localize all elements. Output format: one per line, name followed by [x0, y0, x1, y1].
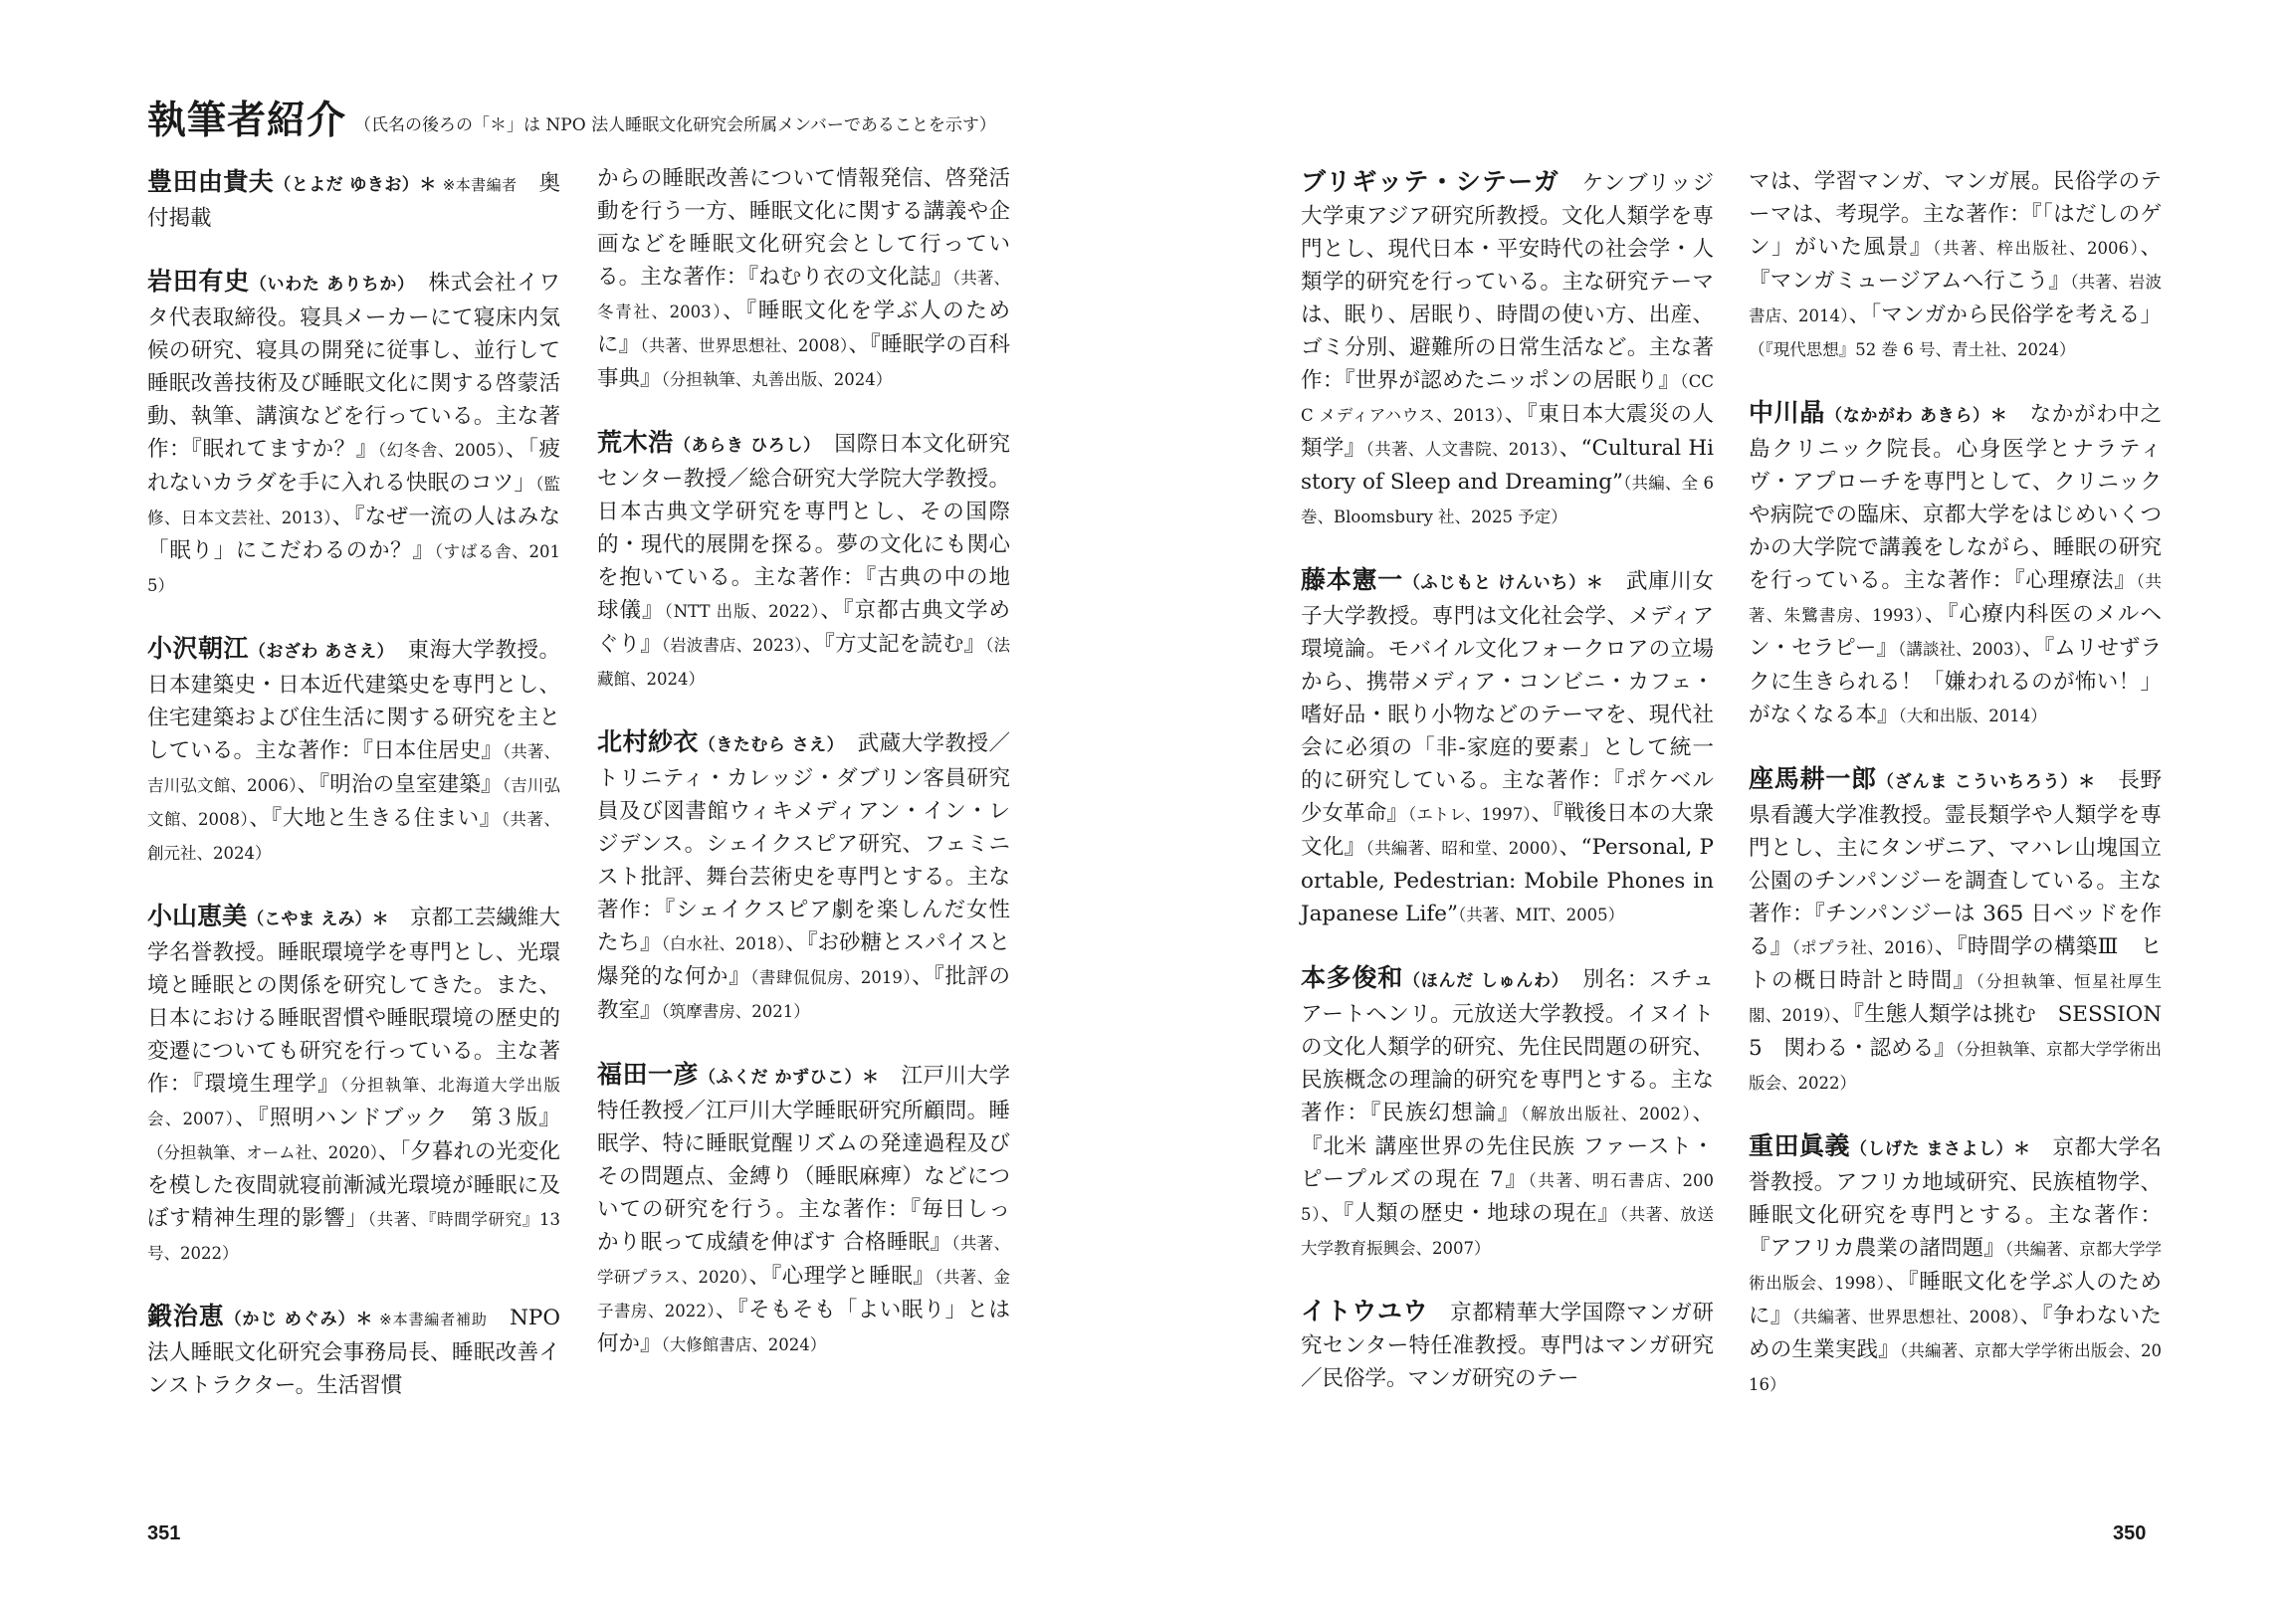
contributor-name: 小山恵美 — [147, 902, 248, 930]
editor-note: ※本書編者補助 — [379, 1311, 488, 1328]
bio-text: からの睡眠改善について情報発信、啓発活動を行う一方、睡眠文化に関する講義や企画などを睡眠文化研究会として行っている。主な著作：『ねむり衣の文化誌』 — [597, 166, 1010, 290]
bio-text: 、『批評の教室』 — [597, 964, 1010, 1023]
publication-info: （共著、人文書院、2013） — [1365, 440, 1560, 459]
bio-text: 、『京都古典文学めぐり』 — [597, 598, 1010, 657]
publication-info: （共著、金子書房、2022） — [597, 1268, 1010, 1320]
publication-info: （共編、全 6 巻、Bloomsbury 社、2025 予定） — [1301, 474, 1714, 526]
member-star: ＊ — [861, 1068, 880, 1088]
contributor-reading: （なかがわ あきら） — [1825, 406, 1990, 426]
bio-text: 、“Cultural History of Sleep and Dreaming” — [1301, 436, 1714, 495]
contributor-name: 小沢朝江 — [147, 634, 249, 663]
bio-text: 、「マンガから民俗学を考える」 — [1848, 303, 2162, 327]
bio-text: 、『明治の皇室建築』 — [297, 772, 503, 797]
contributor-name: ブリギッテ・シテーガ — [1301, 167, 1561, 196]
section-header — [147, 90, 996, 145]
contributor-name: 鍛治恵 — [147, 1302, 225, 1330]
contributor-entry — [147, 1300, 560, 1402]
publication-info: （共編著、京都大学学術出版会、2016） — [1749, 1341, 2162, 1394]
bio-text: 武庫川女子大学教授。専門は文化社会学、メディア環境論。モバイル文化フォークロアの立場から、携帯メディア・コンビニ・カフェ・嗜好品・眠り小物などのテーマを、現代社会に必須の「非‐家庭的要素」として統一的に研究している。主な著作：『ポケベル少女革命』 — [1301, 569, 1714, 826]
contributor-name: 本多俊和 — [1301, 963, 1404, 992]
contributor-entry — [1749, 762, 2162, 1100]
editor-note: ※本書編者 — [442, 176, 518, 194]
contributor-name: 藤本憲一 — [1301, 565, 1403, 594]
bio-text: 、『東日本大震災の人類学』 — [1301, 402, 1714, 461]
publication-info: （共著、吉川弘文館、2006） — [147, 742, 560, 795]
contributor-name: 豊田由貴夫 — [147, 167, 275, 196]
bio-text: 、『睡眠文化を学ぶ人のために』 — [597, 299, 1010, 357]
publication-info: （白水社、2018） — [661, 934, 786, 953]
bio-text: 、『心療内科医のメルヘン・セラピー』 — [1749, 602, 2162, 661]
publication-info: （大和出版、2014） — [1898, 707, 2047, 725]
bio-text: 、『人類の歴史・地球の現在』 — [1321, 1201, 1620, 1226]
contributor-name: 中川晶 — [1749, 398, 1826, 427]
bio-text: 、「夕暮れの光変化を模した夜間就寝前漸減光環境が睡眠に及ぼす精神生理的影響」 — [147, 1139, 560, 1231]
contributor-name: 福田一彦 — [597, 1060, 700, 1089]
publication-info: （共著、創元社、2024） — [147, 810, 561, 863]
contributor-reading: （とよだ ゆきお） — [274, 175, 420, 195]
publication-info: （エトレ、1997） — [1407, 805, 1532, 824]
column-3 — [1301, 165, 1714, 1425]
member-star: ＊ — [1989, 406, 2008, 426]
publication-info: （分担執筆、恒星社厚生閣、2019） — [1749, 972, 2162, 1025]
contributor-reading: （かじ めぐみ） — [224, 1310, 356, 1329]
publication-info: （共著、放送大学教育振興会、2007） — [1301, 1205, 1715, 1258]
page-number-left: 351 — [147, 1522, 181, 1544]
publication-info: （NTT 出版、2022） — [664, 602, 821, 621]
bio-text: 、『睡眠文化を学ぶ人のために』 — [1749, 1270, 2162, 1328]
contributor-entry — [1301, 961, 1714, 1265]
contributor-name: 座馬耕一郎 — [1749, 764, 1877, 793]
contributor-entry-continued — [1749, 165, 2162, 366]
bio-text: 、『お砂糖とスパイスと爆発的な何か』 — [597, 930, 1010, 989]
contributor-entry — [1301, 165, 1714, 533]
publication-info: （共著、明石書店、2005） — [1301, 1171, 1714, 1224]
contributor-reading: （ざんま こういちろう） — [1876, 772, 2079, 792]
section-note: （氏名の後ろの「＊」は NPO 法人睡眠文化研究会所属メンバーであることを示す） — [354, 115, 996, 135]
contributor-reading: （きたむら さえ） — [698, 735, 836, 755]
publication-info: （岩波書店、2023） — [661, 636, 803, 655]
bio-text: 京都大学名誉教授。アフリカ地域研究、民族植物学、睡眠文化研究を専門とする。主な著作：『アフリカ農業の諸問題』 — [1749, 1135, 2162, 1261]
publication-info: （分担執筆、北海道大学出版会、2007） — [147, 1076, 560, 1128]
member-star: ＊ — [419, 175, 437, 195]
member-star: ＊ — [2078, 772, 2096, 792]
member-star: ＊ — [355, 1310, 374, 1329]
contributor-reading: （あらき ひろし） — [673, 436, 813, 456]
bio-text: 江戸川大学特任教授／江戸川大学睡眠研究所顧問。睡眠学、特に睡眠覚醒リズムの発達過程及びその問題点、金縛り（睡眠麻痺）などについての研究を行う。主な著作：『毎日しっかり眠って成績を伸ばす 合格睡眠』 — [597, 1064, 1010, 1255]
member-star: ＊ — [371, 910, 389, 929]
contributor-reading: （いわた ありちか） — [249, 275, 407, 295]
bio-text: 、『大地と生きる住まい』 — [249, 806, 502, 831]
contributor-name: 荒木浩 — [597, 428, 674, 457]
bio-text: 別名：スチュアートヘンリ。元放送大学教授。イヌイトの文化人類学的研究、先住民問題の研究、民族概念の理論的研究を専門とする。主な著作：『民族幻想論』 — [1301, 967, 1714, 1125]
publication-info: （分担執筆、丸善出版、2024） — [661, 370, 893, 389]
contributor-entry — [597, 1058, 1010, 1361]
publication-info: （共著、梓出版社、2006） — [1933, 239, 2141, 258]
contributor-name: 北村紗衣 — [597, 727, 699, 756]
column-4 — [1749, 165, 2162, 1431]
bio-text: 、『時間学の構築Ⅲ ヒトの概日時計と時間』 — [1749, 934, 2162, 993]
member-star: ＊ — [1585, 573, 1604, 593]
publication-info: （共著、MIT、2005） — [1458, 906, 1625, 924]
contributor-entry — [597, 725, 1010, 1028]
publication-info: （共編著、昭和堂、2000） — [1365, 839, 1560, 858]
publication-info: （分担執筆、京都大学学術出版会、2022） — [1749, 1040, 2162, 1093]
bio-text: 長野県看護大学准教授。霊長類学や人類学を専門とし、主にタンザニア、マハレ山塊国立公園のチンパンジーを調査している。主な著作：『チンパンジーは 365 日ベッドを作る』 — [1749, 768, 2162, 959]
bio-text: 、『照明ハンドブック 第３版』 — [235, 1106, 560, 1130]
publication-info: （『現代思想』52 巻 6 号、青土社、2024） — [1749, 340, 2076, 359]
bio-text: 京都工芸繊維大学名誉教授。睡眠環境学を専門とし、光環境と睡眠との関係を研究してきた。また、日本における睡眠習慣や睡眠環境の歴史的変遷についても研究を行っている。主な著作：『環境生理学』 — [147, 906, 560, 1097]
contributor-entry-continued — [597, 162, 1010, 396]
bio-text: 、『生態人類学は挑む SESSION 5 関わる・認める』 — [1749, 1002, 2163, 1061]
member-star: ＊ — [2012, 1139, 2031, 1159]
bio-text: NPO 法人睡眠文化研究会事務局長、睡眠改善インストラクター。生活習慣 — [147, 1306, 560, 1398]
contributor-reading: （しげた まさよし） — [1850, 1139, 2013, 1159]
bio-text: なかがわ中之島クリニック院長。心身医学とナラティヴ・アプローチを専門として、クリニックや病院での臨床、京都大学をはじめいくつかの大学院で講義をしながら、睡眠の研究を行っている。主な著作：『心理療法』 — [1749, 402, 2162, 593]
bio-text: 、『北米 講座世界の先住民族 ファースト・ピープルズの現在 7』 — [1301, 1101, 1714, 1192]
section-title: 執筆者紹介 — [147, 99, 347, 143]
bio-text: 奥付掲載 — [147, 171, 560, 231]
publication-info: （共編著、京都大学学術出版会、1998） — [1749, 1240, 2162, 1293]
publication-info: （大修館書店、2024） — [661, 1335, 827, 1354]
publication-info: （幻冬舎、2005） — [377, 441, 507, 460]
bio-text: 、『そもそも「よい眠り」とは何か』 — [597, 1298, 1010, 1356]
bio-text: 国際日本文化研究センター教授／総合研究大学院大学教授。日本古典文学研究を専門とし、その国際的・現代的展開を探る。夢の文化にも関心を抱いている。主な著作：『古典の中の地球儀』 — [597, 432, 1010, 623]
bio-text: 株式会社イワタ代表取締役。寝具メーカーにて寝床内気候の研究、寝具の開発に従事し、並行して睡眠改善技術及び睡眠文化に関する啓蒙活動、執筆、講演などを行っている。主な著作：『眠れてますか？』 — [147, 271, 560, 462]
contributor-reading: （ほんだ しゅんわ） — [1403, 971, 1561, 991]
publication-info: （ポプラ社、2016） — [1791, 938, 1935, 957]
publication-info: （監修、日本文芸社、2013） — [147, 475, 560, 527]
contributor-entry — [147, 632, 560, 870]
contributor-reading: （ふじもと けんいち） — [1402, 573, 1586, 593]
bio-text: 東海大学教授。日本建築史・日本近代建築史を専門とし、住宅建築および住生活に関する研究を主としている。主な著作：『日本住居史』 — [147, 638, 560, 763]
column-2 — [597, 162, 1010, 1391]
bio-text: 京都精華大学国際マンガ研究センター特任准教授。専門はマンガ研究／民俗学。マンガ研究のテー — [1301, 1301, 1714, 1391]
contributor-entry — [147, 265, 560, 602]
column-1 — [147, 165, 560, 1432]
publication-info: （共著、岩波書店、2014） — [1749, 273, 2162, 325]
contributor-reading: （ふくだ かずひこ） — [699, 1068, 862, 1088]
contributor-name: 重田眞義 — [1749, 1131, 1851, 1160]
contributor-entry — [147, 165, 560, 235]
contributor-entry — [1749, 396, 2162, 732]
contributor-entry — [1301, 1295, 1714, 1395]
bio-text: 、『ムリせずラクに生きられる！「嫌われるのが怖い！」がなくなる本』 — [1749, 636, 2162, 727]
contributor-name: 岩田有史 — [147, 267, 250, 296]
contributor-name: イトウユウ — [1301, 1297, 1429, 1325]
publication-info: （CCC メディアハウス、2013） — [1301, 372, 1714, 425]
publication-info: （解放出版社、2002） — [1520, 1105, 1693, 1123]
contributor-entry — [1301, 563, 1714, 931]
publication-info: （書肆侃侃房、2019） — [750, 968, 913, 987]
publication-info: （筑摩書房、2021） — [661, 1002, 810, 1021]
bio-text: 、『なぜ一流の人はみな「眠り」にこだわるのか？』 — [147, 505, 560, 563]
publication-info: （分担執筆、オーム社、2020） — [147, 1143, 379, 1162]
publication-info: （共著、世界思想社、2008） — [640, 336, 849, 355]
publication-info: （すばる舎、2015） — [147, 542, 560, 595]
publication-info: （共著、朱鷺書房、1993） — [1749, 572, 2163, 625]
publication-info: （講談社、2003） — [1898, 640, 2022, 659]
publication-info: （共著、冬青社、2003） — [597, 269, 1010, 321]
bio-text: 、『争わないための生業実践』 — [1749, 1304, 2162, 1362]
bio-text: マは、学習マンガ、マンガ展。民俗学のテーマは、考現学。主な著作：『「はだしのゲン」がいた風景』 — [1749, 169, 2162, 260]
contributor-reading: （おざわ あさえ） — [248, 642, 386, 662]
page-number-right: 350 — [2113, 1522, 2147, 1544]
bio-text: 、『戦後日本の大衆文化』 — [1301, 801, 1714, 860]
contributor-reading: （こやま えみ） — [247, 910, 372, 929]
bio-text: 、『睡眠学の百科事典』 — [597, 332, 1010, 391]
bio-text: 、『方丈記を読む』 — [802, 632, 986, 657]
bio-text: 、『心理学と睡眠』 — [748, 1264, 936, 1289]
publication-info: （共著、学研プラス、2020） — [597, 1234, 1010, 1287]
bio-text: 、“Personal, Portable, Pedestrian: Mobile Phones in Japanese Life” — [1301, 835, 1714, 926]
publication-info: （共編著、世界思想社、2008） — [1791, 1308, 2020, 1326]
publication-info: （吉川弘文館、2008） — [147, 776, 560, 829]
bio-text: 、「疲れないカラダを手に入れる快眠のコツ」 — [147, 437, 560, 496]
contributor-entry — [1749, 1129, 2162, 1401]
contributor-entry — [597, 426, 1010, 696]
bio-text: 武蔵大学教授／トリニティ・カレッジ・ダブリン客員研究員及び図書館ウィキメディアン・イン・レジデンス。シェイクスピア研究、フェミニスト批評、舞台芸術史を専門とする。主な著作：『シェイクスピア劇を楽しんだ女性たち』 — [597, 731, 1010, 955]
publication-info: （共著、『時間学研究』13 号、2022） — [147, 1210, 560, 1263]
bio-text: ケンブリッジ大学東アジア研究所教授。文化人類学を専門とし、現代日本・平安時代の社会学・人類学的研究を行っている。主な研究テーマは、眠り、居眠り、時間の使い方、出産、ゴミ分別、避難所の日常生活など。主な著作：『世界が認めたニッポンの居眠り』 — [1301, 171, 1714, 393]
contributor-entry — [147, 900, 560, 1270]
publication-info: （法藏館、2024） — [597, 636, 1010, 689]
bio-text: 、『マンガミュージアムへ行こう』 — [1749, 235, 2162, 294]
